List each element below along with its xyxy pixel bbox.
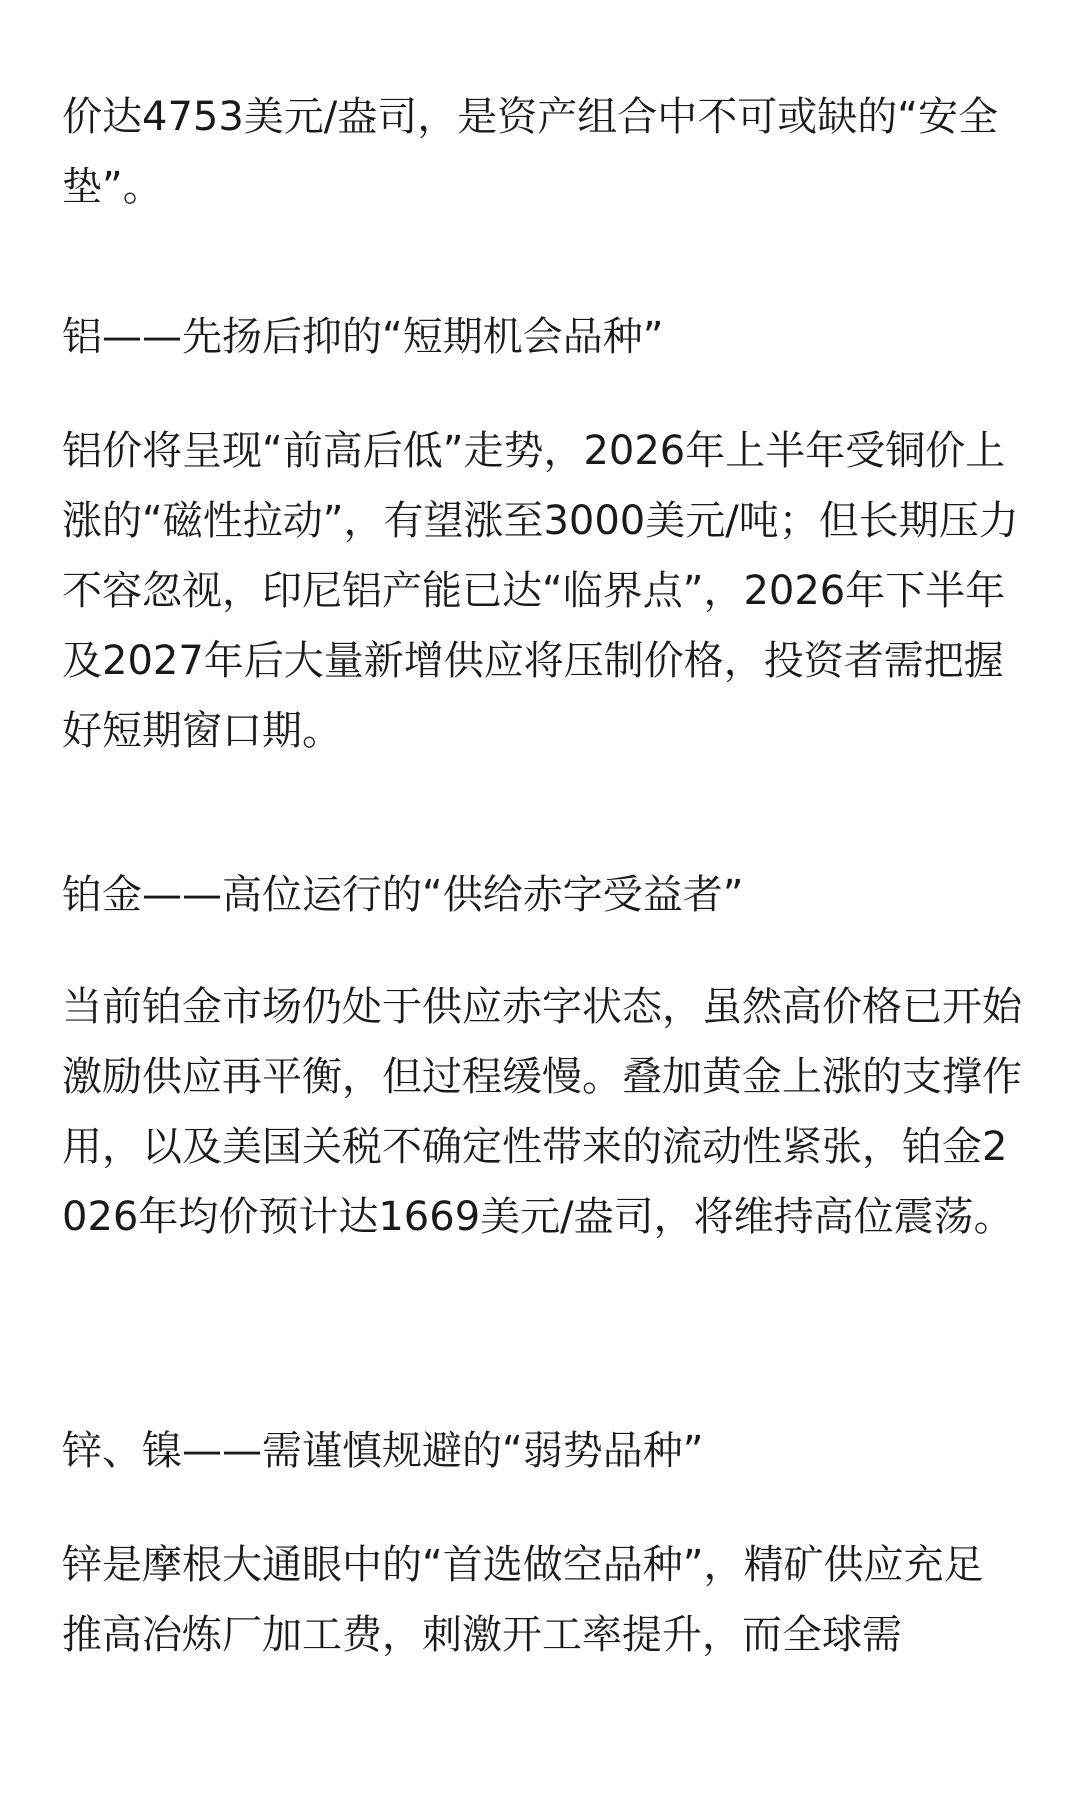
paragraph-aluminum: 铝价将呈现“前高后低”走势，2026年上半年受铜价上涨的“磁性拉动”，有望涨至3000美元/吨；但长期压力不容忽视，印尼铝产能已达“临界点”，2026年下半年及2027年后大量新增供应将压制价格，投资者需把握好短期窗口期。	[62, 428, 1019, 754]
heading-platinum: 铂金——高位运行的“供给赤字受益者”	[62, 872, 744, 918]
paragraph-zinc: 锌是摩根大通眼中的“首选做空品种”，精矿供应充足推高冶炼厂加工费，刺激开工率提升，而全球需	[62, 1542, 984, 1658]
heading-zinc-nickel: 锌、镍——需谨慎规避的“弱势品种”	[62, 1428, 704, 1474]
paragraph-platinum: 当前铂金市场仍处于供应赤字状态，虽然高价格已开始激励供应再平衡，但过程缓慢。叠加黄金上涨的支撑作用，以及美国关税不确定性带来的流动性紧张，铂金2026年均价预计达1669美元/盎司，将维持高位震荡。	[62, 984, 1022, 1240]
paragraph-gold-tail: 价达4753美元/盎司，是资产组合中不可或缺的“安全垫”。	[62, 94, 998, 210]
heading-aluminum: 铝——先扬后抑的“短期机会品种”	[62, 314, 664, 360]
